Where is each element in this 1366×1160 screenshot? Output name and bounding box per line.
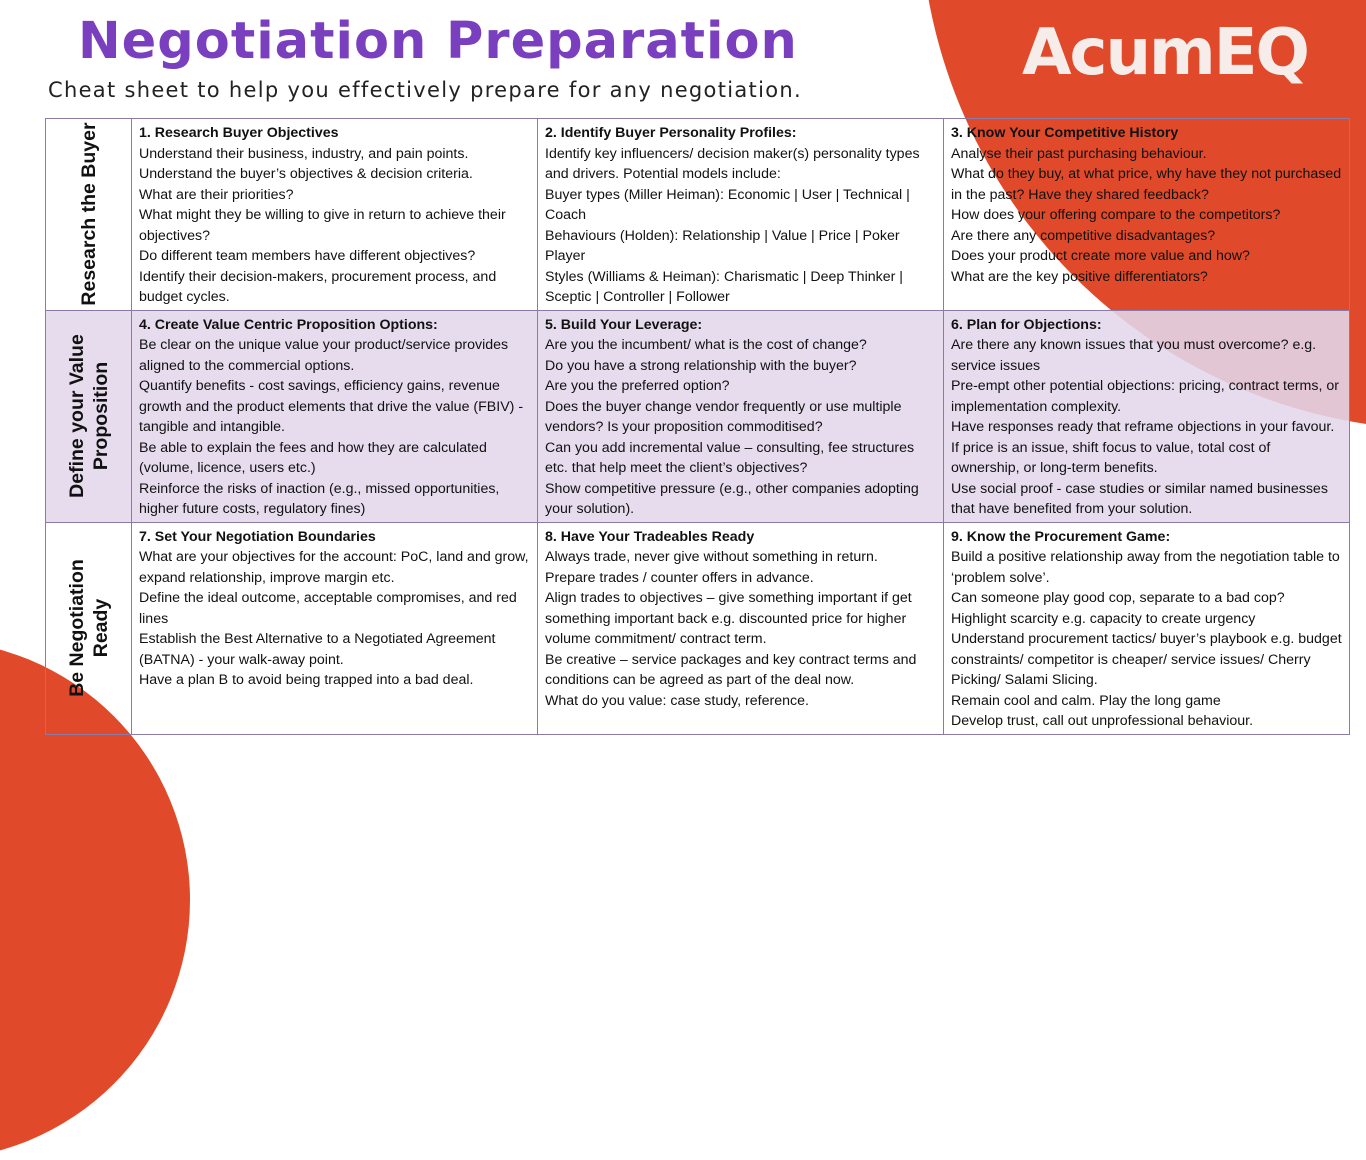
cell-line: Are there any known issues that you must overcome? e.g. service issues [951,337,1317,374]
cell-title: 2. Identify Buyer Personality Profiles: [545,125,797,141]
cell-line: Behaviours (Holden): Relationship | Value | Price | Poker Player [545,227,900,264]
table-cell-7 [132,522,538,734]
cell-line: Identify their decision-makers, procurement process, and budget cycles. [139,268,497,305]
cell-line: What are their priorities? [139,186,294,203]
cell-line: Understand their business, industry, and pain points. [139,145,469,162]
cell-line: What are your objectives for the account: PoC, land and grow, expand relationship, improve margin etc. [139,549,529,586]
cell-title: 4. Create Value Centric Proposition Options: [139,316,438,333]
cell-line: Does your product create more value and how? [951,248,1250,264]
cell-line: Do you have a strong relationship with the buyer? [545,357,857,374]
cell-title: 9. Know the Procurement Game: [951,528,1171,545]
cell-line: Show competitive pressure (e.g., other companies adopting your solution). [545,480,919,517]
page-subtitle: Cheat sheet to help you effectively prepare for any negotiation. [48,78,802,102]
cell-line: Prepare trades / counter offers in advance. [545,569,814,586]
cell-line: Does the buyer change vendor frequently or use multiple vendors? Is your proposition commoditised? [545,398,902,435]
table-cell-6 [944,310,1350,522]
cell-title: 5. Build Your Leverage: [545,316,703,333]
cell-title: 7. Set Your Negotiation Boundaries [139,528,376,545]
cell-line: Be able to explain the fees and how they are calculated (volume, licence, users etc.) [139,439,487,476]
cell-line: How does your offering compare to the competitors? [951,207,1281,223]
row-heading [46,522,132,734]
table-cell-4 [132,310,538,522]
cell-line: Remain cool and calm. Play the long game [951,692,1221,709]
page-title: Negotiation Preparation [78,12,798,71]
cell-line: What do they buy, at what price, why have they not purchased in the past? Have they shared feedback? [951,166,1342,203]
cell-line: Are you the preferred option? [545,378,730,394]
cell-line: Can someone play good cop, separate to a bad cop? [951,590,1285,606]
cell-line: Understand the buyer’s objectives & decision criteria. [139,166,473,182]
table-cell-2 [538,119,944,311]
table-cell-5 [538,310,944,522]
row-heading-line: Proposition [89,361,112,471]
cell-line: Develop trust, call out unprofessional behaviour. [951,713,1254,729]
cell-line: Define the ideal outcome, acceptable compromises, and red lines [139,590,517,627]
cell-line: Styles (Williams & Heiman): Charismatic | Deep Thinker | Sceptic | Controller | Follower [545,268,903,305]
cell-line: Are you the incumbent/ what is the cost of change? [545,337,867,353]
cell-line: What do you value: case study, reference. [545,692,809,709]
row-heading-line: Define your Value [65,334,88,498]
cell-title: 1. Research Buyer Objectives [139,125,339,141]
cell-line: Always trade, never give without something in return. [545,549,878,565]
cell-title: 8. Have Your Tradeables Ready [545,528,755,545]
cell-line: Align trades to objectives – give something important if get something important back e.g. discounted price for higher volume commitment/ contract term. [545,590,912,647]
cell-line: Pre-empt other potential objections: pricing, contract terms, or implementation complexity. [951,378,1339,415]
cell-line: Reinforce the risks of inaction (e.g., missed opportunities, higher future costs, regulatory fines) [139,480,500,517]
cell-line: Be creative – service packages and key contract terms and conditions can be agreed as part of the deal now. [545,651,917,688]
row-heading [46,310,132,522]
cell-line: Use social proof - case studies or similar named businesses that have benefited from your solution. [951,480,1328,517]
table-cell-9 [944,522,1350,734]
cell-line: Establish the Best Alternative to a Negotiated Agreement (BATNA) - your walk-away point. [139,631,496,668]
cell-line: Identify key influencers/ decision maker(s) personality types and drivers. Potential models include: [545,145,920,182]
cell-line: Highlight scarcity e.g. capacity to create urgency [951,610,1256,627]
cell-line: Quantify benefits - cost savings, efficiency gains, revenue growth and the product elements that drive the value (FBIV) - tangible and intangible. [139,378,524,435]
cell-line: Have a plan B to avoid being trapped into a bad deal. [139,672,474,688]
table-cell-1 [132,119,538,311]
row-heading-line: Ready [89,598,112,658]
cell-line: Be clear on the unique value your product/service provides aligned to the commercial options. [139,337,509,374]
table-row-value-proposition [46,310,1350,522]
table-row-negotiation-ready [46,522,1350,734]
table-cell-8 [538,522,944,734]
table-row-research-buyer [46,119,1350,311]
cell-line: Do different team members have different objectives? [139,248,476,264]
cell-title: 3. Know Your Competitive History [951,125,1179,141]
cell-line: Understand procurement tactics/ buyer’s playbook e.g. budget constraints/ competitor is cheaper/ service issues/ Cherry Picking/ Salami Slicing. [951,631,1342,688]
row-heading-line: Research the Buyer [77,122,100,306]
cell-line: Are there any competitive disadvantages? [951,227,1216,244]
acumeq-logo: AcumEQ [1022,16,1308,90]
row-heading [46,119,132,311]
cell-line: What are the key positive differentiators? [951,268,1208,285]
cell-line: Analyse their past purchasing behaviour. [951,145,1207,162]
cell-line: Buyer types (Miller Heiman): Economic | User | Technical | Coach [545,186,910,223]
table-cell-3 [944,119,1350,311]
cheat-sheet-table [45,118,1350,735]
cell-line: Can you add incremental value – consulting, fee structures etc. that help meet the client’s objectives? [545,439,915,476]
cell-line: Have responses ready that reframe objections in your favour. If price is an issue, shift focus to value, total cost of ownership, or long-term benefits. [951,419,1335,476]
cell-title: 6. Plan for Objections: [951,316,1102,333]
row-heading-line: Be Negotiation [65,559,88,697]
cell-line: What might they be willing to give in return to achieve their objectives? [139,207,506,244]
cell-line: Build a positive relationship away from the negotiation table to ‘problem solve’. [951,549,1340,586]
